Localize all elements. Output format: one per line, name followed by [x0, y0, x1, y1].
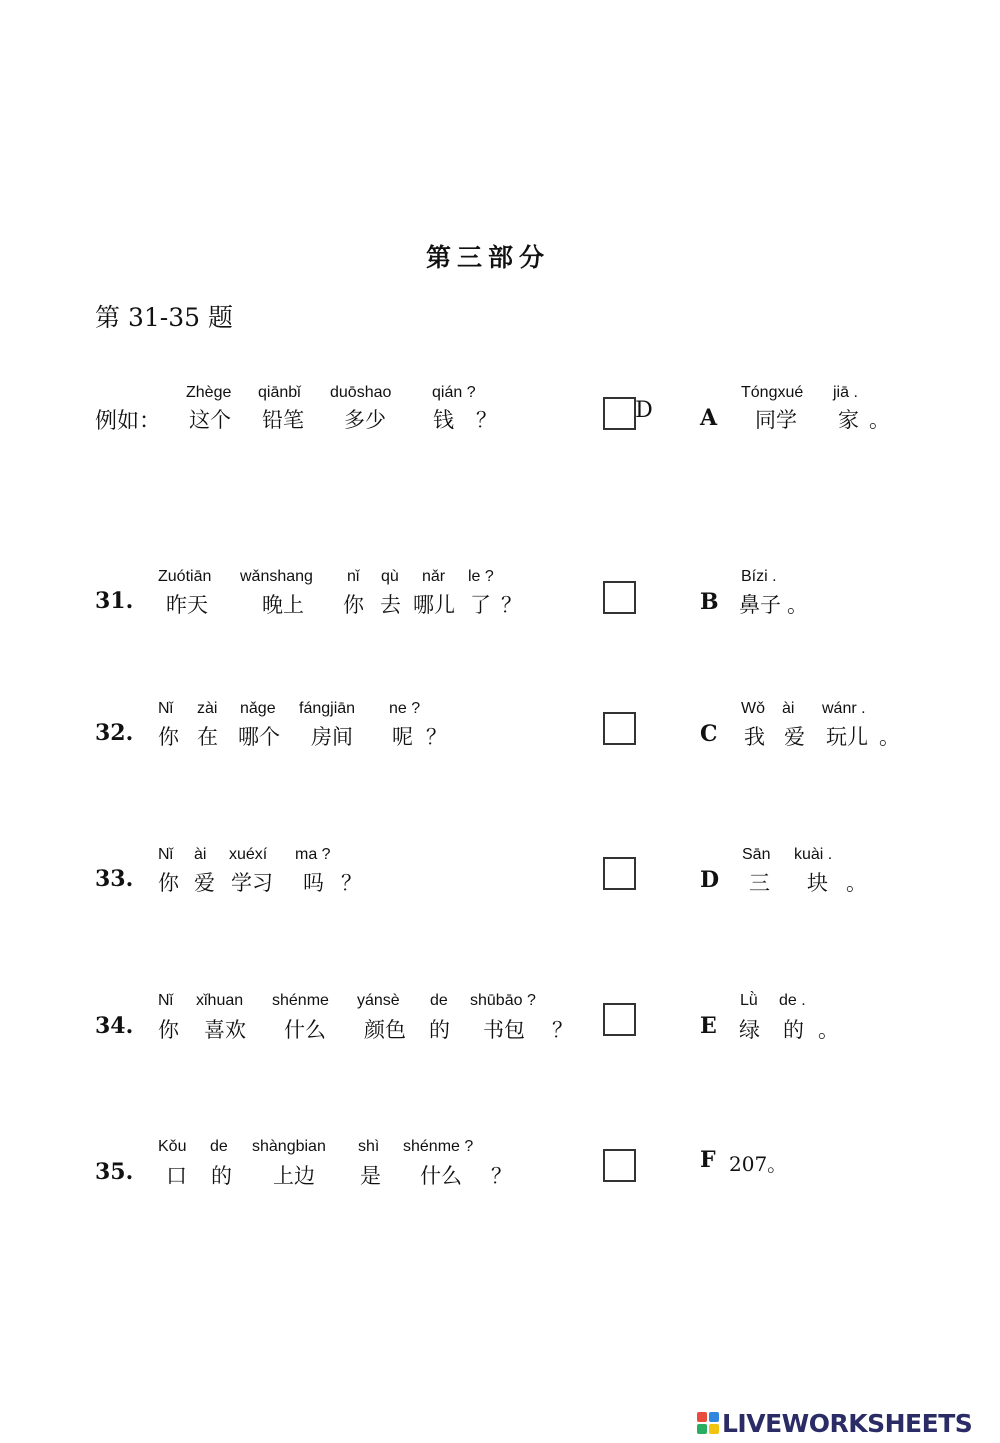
example-answer-box [603, 397, 636, 430]
hanzi-word: 的 [783, 1018, 804, 1042]
option-letter: F [700, 1147, 716, 1173]
answer-box-35[interactable] [603, 1149, 636, 1182]
option-letter: C [700, 721, 718, 747]
pinyin-word: qián ? [432, 384, 476, 401]
hanzi-word: 玩儿 [826, 725, 868, 749]
hanzi-word: 同学 [755, 408, 797, 432]
hanzi-word: 哪儿 [413, 593, 455, 617]
answer-box-32[interactable] [603, 712, 636, 745]
pinyin-word: shì [358, 1138, 380, 1155]
hanzi-word: 房间 [311, 725, 353, 749]
instruction: 第 31-35 题 [95, 303, 233, 332]
pinyin-word: le ? [468, 568, 494, 585]
pinyin-word: zài [197, 700, 218, 717]
pinyin-word: de [430, 992, 448, 1009]
answer-box-33[interactable] [603, 857, 636, 890]
hanzi-word: 你 [158, 1018, 179, 1042]
hanzi-word: 学习 [231, 871, 273, 895]
hanzi-word: 在 [197, 725, 218, 749]
pinyin-word: Zhège [186, 384, 232, 401]
hanzi-word: 块 [807, 871, 828, 895]
hanzi-word: 书包 [483, 1018, 525, 1042]
hanzi-word: ？ [426, 725, 447, 749]
hanzi-word: 钱 [433, 408, 454, 432]
hanzi-word: 。 [846, 871, 867, 895]
pinyin-word: Lǜ [740, 992, 758, 1009]
hanzi-word: 你 [158, 725, 179, 749]
option-letter: B [700, 589, 719, 615]
hanzi-word: 晚上 [262, 593, 304, 617]
answer-box-31[interactable] [603, 581, 636, 614]
example-answer: D [635, 398, 653, 423]
hanzi-word: 什么 [420, 1164, 462, 1188]
hanzi-word: 你 [343, 593, 364, 617]
hanzi-word: 。 [879, 725, 900, 749]
logo-square [697, 1424, 707, 1434]
hanzi-word: 这个 [189, 408, 231, 432]
pinyin-word: Nǐ [158, 992, 174, 1009]
hanzi-word: 。 [818, 1018, 839, 1042]
hanzi-word: ？ [476, 408, 497, 432]
question-number: 35. [95, 1159, 134, 1185]
pinyin-word: Zuótiān [158, 568, 212, 585]
pinyin-word: nǎr [422, 568, 446, 585]
hanzi-word: 呢 [392, 725, 413, 749]
pinyin-word: ma ? [295, 846, 331, 863]
pinyin-word: qiānbǐ [258, 384, 301, 401]
pinyin-word: jiā . [833, 384, 858, 401]
pinyin-word: Nǐ [158, 700, 174, 717]
pinyin-word: nǐ [347, 568, 360, 585]
pinyin-word: fángjiān [299, 700, 356, 717]
answer-box-34[interactable] [603, 1003, 636, 1036]
hanzi-word: 鼻子 [739, 593, 781, 617]
option-letter: E [700, 1013, 717, 1039]
pinyin-word: Bízi . [741, 568, 777, 585]
option-letter: A [700, 405, 718, 431]
hanzi-word: 我 [744, 725, 765, 749]
question-number: 34. [95, 1013, 134, 1039]
logo-square [697, 1412, 707, 1422]
hanzi-word: 是 [360, 1164, 381, 1188]
logo-square [709, 1424, 719, 1434]
hanzi-word: 你 [158, 871, 179, 895]
hanzi-word: 的 [211, 1164, 232, 1188]
option-letter: D [700, 867, 720, 893]
pinyin-word: yánsè [357, 992, 400, 1009]
hanzi-word: 哪个 [238, 725, 280, 749]
hanzi-word: 爱 [784, 725, 805, 749]
example-label: 例如： [95, 409, 162, 434]
hanzi-word: 的 [429, 1018, 450, 1042]
hanzi-word: 家 [838, 408, 859, 432]
pinyin-word: shénme [272, 992, 329, 1009]
pinyin-word: wǎnshang [240, 568, 313, 585]
hanzi-word: 什么 [284, 1018, 326, 1042]
hanzi-word: 颜色 [364, 1018, 406, 1042]
question-number: 31. [95, 588, 134, 614]
hanzi-word: 爱 [194, 871, 215, 895]
hanzi-word: 绿 [739, 1018, 760, 1042]
pinyin-word: Sān [742, 846, 771, 863]
pinyin-word: shàngbian [252, 1138, 326, 1155]
pinyin-word: wánr . [822, 700, 866, 717]
pinyin-word: shénme ? [403, 1138, 474, 1155]
question-number: 33. [95, 866, 134, 892]
hanzi-word: ？ [341, 871, 362, 895]
logo-text: LIVEWORKSHEETS [722, 1408, 973, 1438]
hanzi-word: ？ [491, 1164, 512, 1188]
pinyin-word: duōshao [330, 384, 392, 401]
hanzi-word: 上边 [273, 1164, 315, 1188]
hanzi-word: 喜欢 [204, 1018, 246, 1042]
pinyin-word: Nǐ [158, 846, 174, 863]
pinyin-word: qù [381, 568, 399, 585]
hanzi-word: 吗 [303, 871, 324, 895]
hanzi-word: 三 [749, 871, 770, 895]
pinyin-word: ài [782, 700, 795, 717]
pinyin-word: Kǒu [158, 1138, 187, 1155]
hanzi-word: 多少 [344, 408, 386, 432]
pinyin-word: ài [194, 846, 207, 863]
hanzi-word: 。 [787, 593, 808, 617]
section-title: 第三部分 [425, 243, 550, 272]
hanzi-word: ？ [501, 593, 522, 617]
hanzi-word: 。 [869, 408, 890, 432]
pinyin-word: ne ? [389, 700, 421, 717]
hanzi-word: 昨天 [166, 593, 208, 617]
pinyin-word: de . [779, 992, 806, 1009]
hanzi-word: 去 [380, 593, 401, 617]
pinyin-word: Wǒ [741, 700, 765, 717]
logo-mark-icon [697, 1412, 719, 1434]
hanzi-word: 铅笔 [262, 408, 304, 432]
logo-square [709, 1412, 719, 1422]
question-number: 32. [95, 720, 134, 746]
hanzi-word: ？ [552, 1018, 573, 1042]
hanzi-word: 口 [166, 1164, 187, 1188]
hanzi-word: 了 [470, 593, 491, 617]
option-text: 207。 [729, 1152, 788, 1176]
pinyin-word: de [210, 1138, 228, 1155]
pinyin-word: shūbāo ? [470, 992, 536, 1009]
pinyin-word: Tóngxué [741, 384, 804, 401]
pinyin-word: nǎge [240, 700, 276, 717]
pinyin-word: kuài . [794, 846, 833, 863]
pinyin-word: xuéxí [229, 846, 268, 863]
liveworksheets-logo [697, 1408, 972, 1438]
pinyin-word: xǐhuan [196, 992, 244, 1009]
